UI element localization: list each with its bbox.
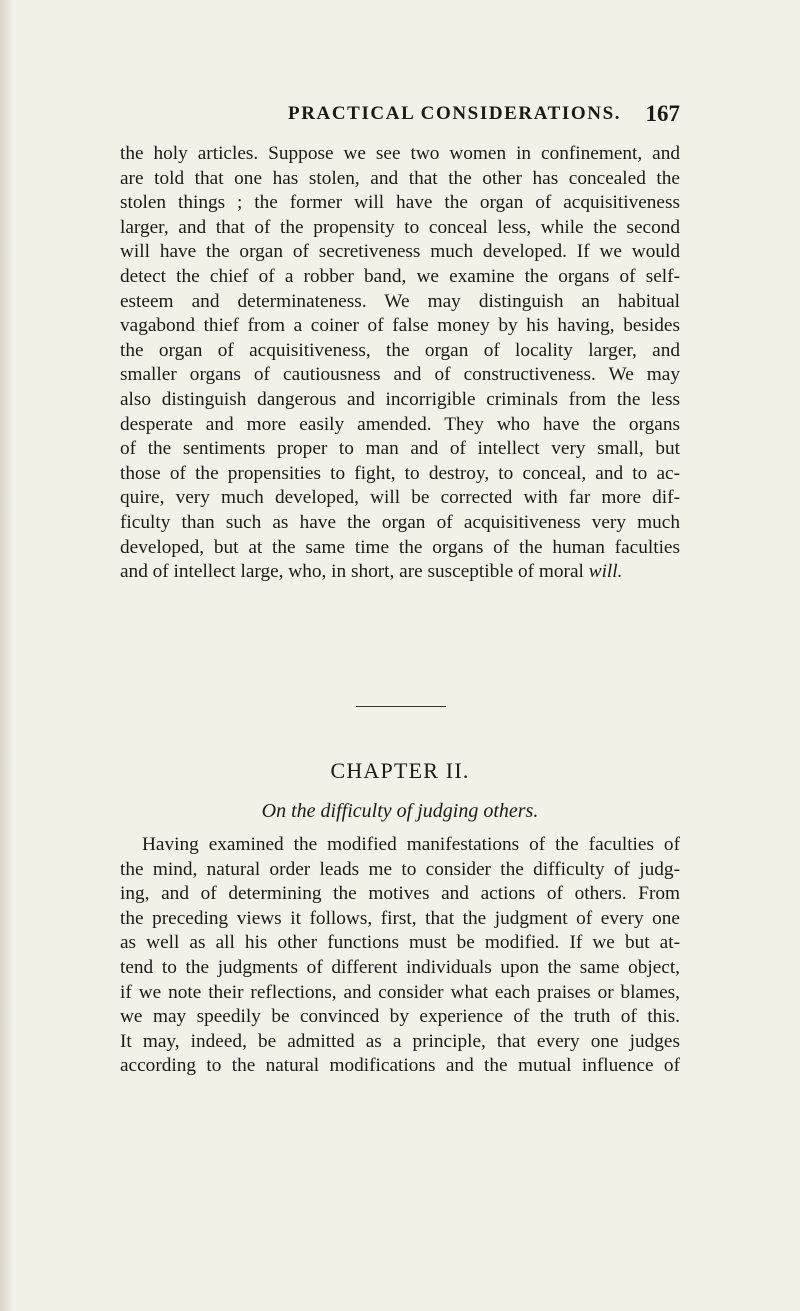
text-line: larger, and that of the propensity to conceal less, while the second: [120, 216, 680, 238]
text-line: ficulty than such as have the organ of acquisitiveness very much: [120, 511, 680, 533]
paragraph-1: [120, 142, 680, 585]
text-line-last: [120, 560, 680, 585]
paragraph-2: [120, 833, 680, 1079]
text-line: Having examined the modified manifestations of the faculties of: [142, 834, 680, 855]
text-line: stolen things ; the former will have the organ of acquisitiveness: [120, 192, 680, 214]
text-line: as well as all his other functions must be modified. If we but at-: [120, 932, 680, 954]
text-line: vagabond thief from a coiner of false money by his having, besides: [120, 315, 680, 337]
text-line: desperate and more easily amended. They who have the organs: [120, 413, 680, 435]
section-divider: [356, 706, 446, 707]
page-number: 167: [645, 101, 680, 126]
text-line: according to the natural modifications and the mutual influence of: [120, 1055, 680, 1077]
text-line: also distinguish dangerous and incorrigible criminals from the less: [120, 388, 680, 410]
text-line: those of the propensities to fight, to destroy, to conceal, and to ac-: [120, 462, 680, 484]
text-line: detect the chief of a robber band, we examine the organs of self-: [120, 265, 680, 287]
page-gutter-shadow: [0, 0, 14, 1311]
text-line: the holy articles. Suppose we see two women in confinement, and: [120, 143, 680, 164]
text-line: the mind, natural order leads me to consider the difficulty of judg-: [120, 858, 680, 880]
text-line: the organ of acquisitiveness, the organ of locality larger, and: [120, 339, 680, 361]
running-head: [120, 103, 680, 133]
text-line: are told that one has stolen, and that the other has concealed the: [120, 167, 680, 189]
text-line: ing, and of determining the motives and actions of others. From: [120, 883, 680, 905]
text-line: we may speedily be convinced by experience of the truth of this.: [120, 1006, 680, 1028]
text-line: esteem and determinateness. We may distinguish an habitual: [120, 290, 680, 312]
running-title: PRACTICAL CONSIDERATIONS.: [288, 103, 622, 124]
text-line: smaller organs of cautiousness and of constructiveness. We may: [120, 364, 680, 386]
text-line: tend to the judgments of different individuals upon the same object,: [120, 956, 680, 978]
text-line: of the sentiments proper to man and of intellect very small, but: [120, 438, 680, 460]
text-line: It may, indeed, be admitted as a principle, that every one judges: [120, 1030, 680, 1052]
text-line: will have the organ of secretiveness much developed. If we would: [120, 241, 680, 263]
text-line: quire, very much developed, will be corrected with far more dif-: [120, 487, 680, 509]
text-line: and of intellect large, who, in short, are susceptible of moral: [120, 561, 584, 583]
text-line: developed, but at the same time the organs of the human faculties: [120, 536, 680, 558]
italic-word: will.: [588, 561, 623, 583]
chapter-subtitle: On the difficulty of judging others.: [261, 800, 539, 822]
text-line: if we note their reflections, and consider what each praises or blames,: [120, 981, 680, 1003]
chapter-heading: CHAPTER II.: [330, 758, 470, 783]
text-line: the preceding views it follows, first, that the judgment of every one: [120, 907, 680, 929]
